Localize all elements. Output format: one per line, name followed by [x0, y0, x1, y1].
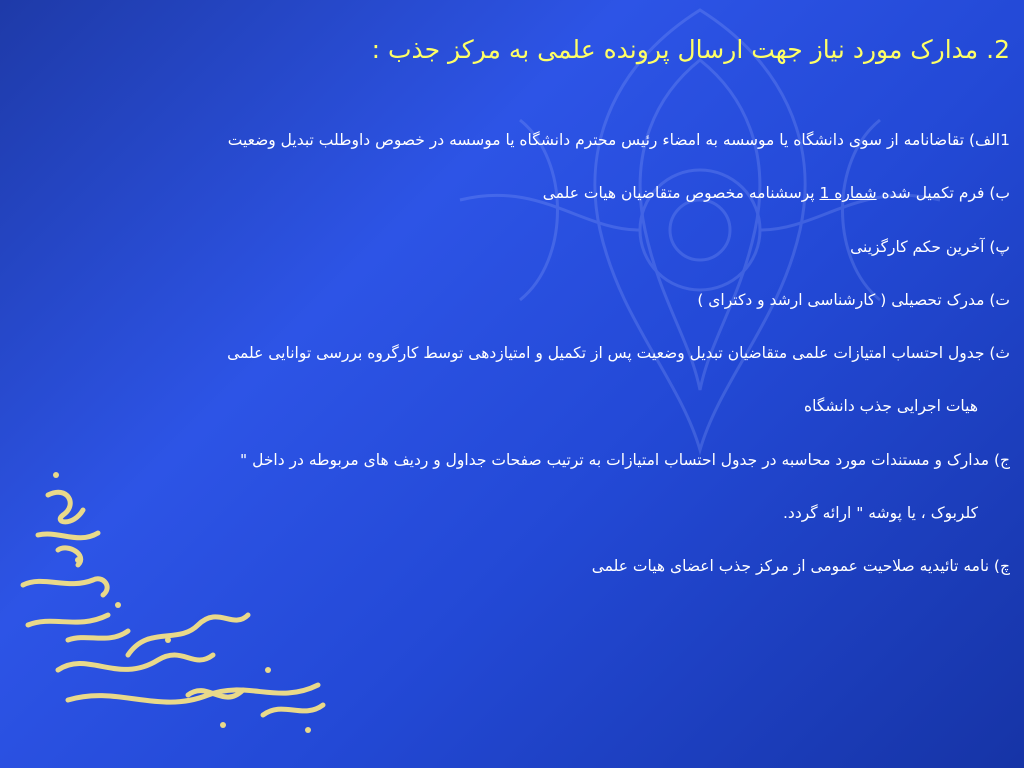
calligraphy-logo-icon	[8, 455, 338, 755]
list-item: ج) مدارک و مستندات مورد محاسبه در جدول احتساب امتیازات به ترتیب صفحات جداول و ردیف های مربوطه در داخل "	[240, 450, 1010, 469]
list-item	[30, 181, 1010, 205]
list-item: چ) نامه تائیدیه صلاحیت عمومی از مرکز جذب اعضای هیات علمی	[591, 557, 1010, 576]
list-item-continuation: کلربوک ، یا پوشه " ارائه گردد.	[783, 504, 978, 523]
list-item: ت) مدرک تحصیلی ( کارشناسی ارشد و دکترای )	[697, 290, 1010, 309]
form-number: شماره 1	[819, 184, 877, 203]
list-item: پ) آخرین حکم کارگزینی	[850, 237, 1010, 256]
slide-title: 2. مدارک مورد نیاز جهت ارسال پرونده علمی به مرکز جذب :	[371, 35, 1010, 64]
list-item-continuation: هیات اجرایی جذب دانشگاه	[804, 397, 978, 416]
item-text: ب) فرم تکمیل شده	[876, 184, 1010, 203]
item-text: پرسشنامه مخصوص متقاضیان هیات علمی	[542, 184, 820, 203]
list-item: 1الف) تقاضانامه از سوی دانشگاه یا موسسه به امضاء رئیس محترم دانشگاه یا موسسه در خصوص داوطلب تبدیل وضعیت	[227, 131, 1010, 149]
list-item: ث) جدول احتساب امتیازات علمی متقاضیان تبدیل وضعیت پس از تکمیل و امتیازدهی توسط کارگروه بررسی توانایی علمی	[227, 344, 1010, 363]
